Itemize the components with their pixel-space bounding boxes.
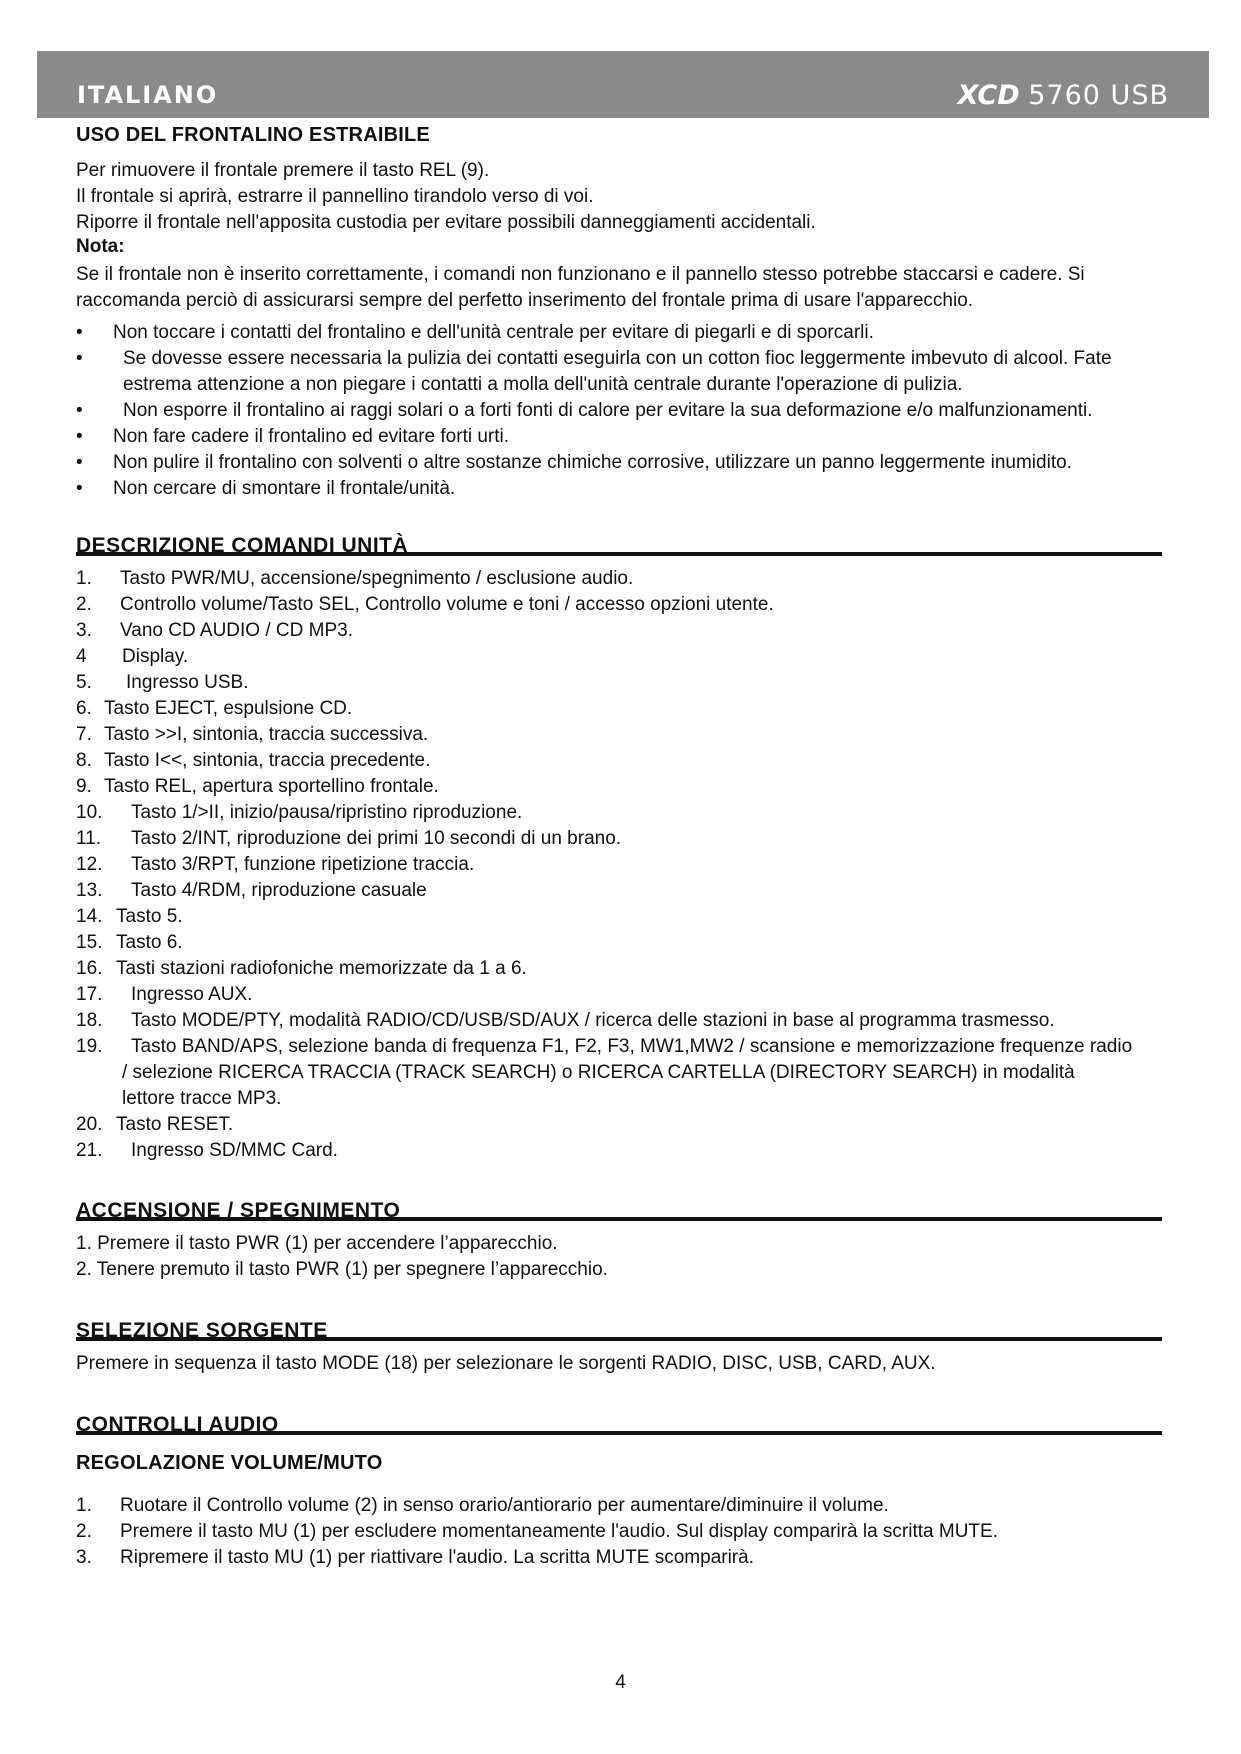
bullet-dot: • (76, 426, 83, 447)
item-text: Ruotare il Controllo volume (2) in senso orario/antiorario per aumentare/diminuire il volume. (120, 1495, 889, 1516)
item-text: Tasto BAND/APS, selezione banda di frequenza F1, F2, F3, MW1,MW2 / scansione e memorizzazione frequenze radio (131, 1036, 1133, 1057)
section-title: ACCENSIONE / SPEGNIMENTO (76, 1199, 401, 1222)
item-text: lettore tracce MP3. (122, 1088, 282, 1109)
item-number: 9. (76, 776, 92, 797)
nota-text: raccomanda perciò di assicurarsi sempre del perfetto inserimento del frontale prima di usare l'apparecchio. (76, 290, 974, 311)
nota-label: Nota: (76, 236, 125, 257)
section-title: SELEZIONE SORGENTE (76, 1319, 328, 1342)
item-number: 2. (76, 594, 92, 615)
bullet-text: Non toccare i contatti del frontalino e dell'unità centrale per evitare di piegarli e di sporcarli. (113, 322, 874, 343)
item-text: Tasto RESET. (116, 1114, 234, 1135)
item-text: Ripremere il tasto MU (1) per riattivare l'audio. La scritta MUTE scomparirà. (120, 1547, 754, 1568)
bullet-dot: • (76, 478, 83, 499)
item-text: Ingresso SD/MMC Card. (131, 1140, 338, 1161)
section-title: DESCRIZIONE COMANDI UNITÀ (76, 534, 409, 557)
nota-text: Se il frontale non è inserito correttamente, i comandi non funzionano e il pannello stesso potrebbe staccarsi e cadere. Si (76, 264, 1085, 285)
bullet-dot: • (76, 322, 83, 343)
item-number: 11. (76, 828, 102, 849)
item-text: Tasto >>I, sintonia, traccia successiva. (104, 724, 429, 745)
item-number: 7. (76, 724, 92, 745)
frontalino-title: USO DEL FRONTALINO ESTRAIBILE (76, 124, 430, 146)
page-number: 4 (615, 1672, 626, 1693)
item-text: Tasti stazioni radiofoniche memorizzate da 1 a 6. (116, 958, 527, 979)
list-item: 1. Premere il tasto PWR (1) per accendere l’apparecchio. (76, 1233, 558, 1254)
item-number: 3. (76, 1547, 92, 1568)
item-text: Tasto 1/>II, inizio/pausa/ripristino riproduzione. (131, 802, 523, 823)
list-item: 2. Tenere premuto il tasto PWR (1) per spegnere l’apparecchio. (76, 1259, 608, 1280)
bullet-dot: • (76, 348, 83, 369)
item-number: 4 (76, 646, 87, 667)
paragraph: Per rimuovere il frontale premere il tasto REL (9). (76, 160, 490, 181)
item-number: 13. (76, 880, 103, 901)
bullet-text: estrema attenzione a non piegare i contatti a molla dell'unità centrale durante l'operazione di pulizia. (123, 374, 963, 395)
item-text: Tasto REL, apertura sportellino frontale. (104, 776, 439, 797)
paragraph: Il frontale si aprirà, estrarre il pannellino tirandolo verso di voi. (76, 186, 594, 207)
model-brand: XCD (957, 80, 1020, 111)
item-number: 2. (76, 1521, 92, 1542)
item-text: Tasto 4/RDM, riproduzione casuale (131, 880, 427, 901)
bullet-text: Non cercare di smontare il frontale/unità. (113, 478, 456, 499)
item-number: 6. (76, 698, 92, 719)
item-text: Tasto 5. (116, 906, 183, 927)
audio-subtitle: REGOLAZIONE VOLUME/MUTO (76, 1452, 383, 1474)
paragraph: Premere in sequenza il tasto MODE (18) per selezionare le sorgenti RADIO, DISC, USB, CARD, AUX. (76, 1353, 936, 1374)
section-title: CONTROLLI AUDIO (76, 1413, 279, 1436)
model-number: 5760 USB (1028, 80, 1169, 111)
bullet-text: Non esporre il frontalino ai raggi solari o a forti fonti di calore per evitare la sua deformazione e/o malfunzionamenti. (123, 400, 1093, 421)
section-heading-sorgente (76, 1307, 1162, 1341)
item-text: Ingresso AUX. (131, 984, 253, 1005)
paragraph: Riporre il frontale nell'apposita custodia per evitare possibili danneggiamenti accidentali. (76, 212, 816, 233)
item-number: 10. (76, 802, 103, 823)
item-number: 17. (76, 984, 103, 1005)
model-label (958, 80, 1169, 111)
item-number: 21. (76, 1140, 103, 1161)
bullet-text: Non pulire il frontalino con solventi o altre sostanze chimiche corrosive, utilizzare un panno leggermente inumidito. (113, 452, 1072, 473)
item-text: Controllo volume/Tasto SEL, Controllo volume e toni / accesso opzioni utente. (120, 594, 774, 615)
item-number: 16. (76, 958, 103, 979)
item-text: Tasto EJECT, espulsione CD. (104, 698, 353, 719)
bullet-dot: • (76, 400, 83, 421)
header-band (37, 51, 1209, 118)
item-text: Tasto MODE/PTY, modalità RADIO/CD/USB/SD/AUX / ricerca delle stazioni in base al programma trasmesso. (131, 1010, 1055, 1031)
item-text: Tasto I<<, sintonia, traccia precedente. (104, 750, 431, 771)
item-text: Tasto 3/RPT, funzione ripetizione traccia. (131, 854, 475, 875)
item-number: 14. (76, 906, 103, 927)
item-text: Tasto PWR/MU, accensione/spegnimento / esclusione audio. (120, 568, 634, 589)
item-text: Tasto 6. (116, 932, 183, 953)
section-heading-comandi (76, 522, 1162, 556)
item-number: 20. (76, 1114, 103, 1135)
item-number: 3. (76, 620, 92, 641)
item-number: 15. (76, 932, 103, 953)
bullet-text: Se dovesse essere necessaria la pulizia dei contatti eseguirla con un cotton fioc leggermente imbevuto di alcool. Fate (123, 348, 1112, 369)
item-number: 1. (76, 568, 92, 589)
item-number: 5. (76, 672, 92, 693)
item-text: Display. (122, 646, 189, 667)
language-label: ITALIANO (77, 81, 219, 109)
bullet-dot: • (76, 452, 83, 473)
item-number: 19. (76, 1036, 103, 1057)
item-text: Ingresso USB. (126, 672, 249, 693)
section-heading-accensione (76, 1187, 1162, 1221)
item-number: 1. (76, 1495, 92, 1516)
item-number: 18. (76, 1010, 103, 1031)
item-text: Premere il tasto MU (1) per escludere momentaneamente l'audio. Sul display comparirà la scritta MUTE. (120, 1521, 998, 1542)
item-number: 8. (76, 750, 92, 771)
section-heading-audio (76, 1401, 1162, 1435)
item-text: Vano CD AUDIO / CD MP3. (120, 620, 353, 641)
item-number: 12. (76, 854, 103, 875)
bullet-text: Non fare cadere il frontalino ed evitare forti urti. (113, 426, 510, 447)
item-text: Tasto 2/INT, riproduzione dei primi 10 secondi di un brano. (131, 828, 622, 849)
item-text: / selezione RICERCA TRACCIA (TRACK SEARCH) o RICERCA CARTELLA (DIRECTORY SEARCH) in modalità (122, 1062, 1075, 1083)
